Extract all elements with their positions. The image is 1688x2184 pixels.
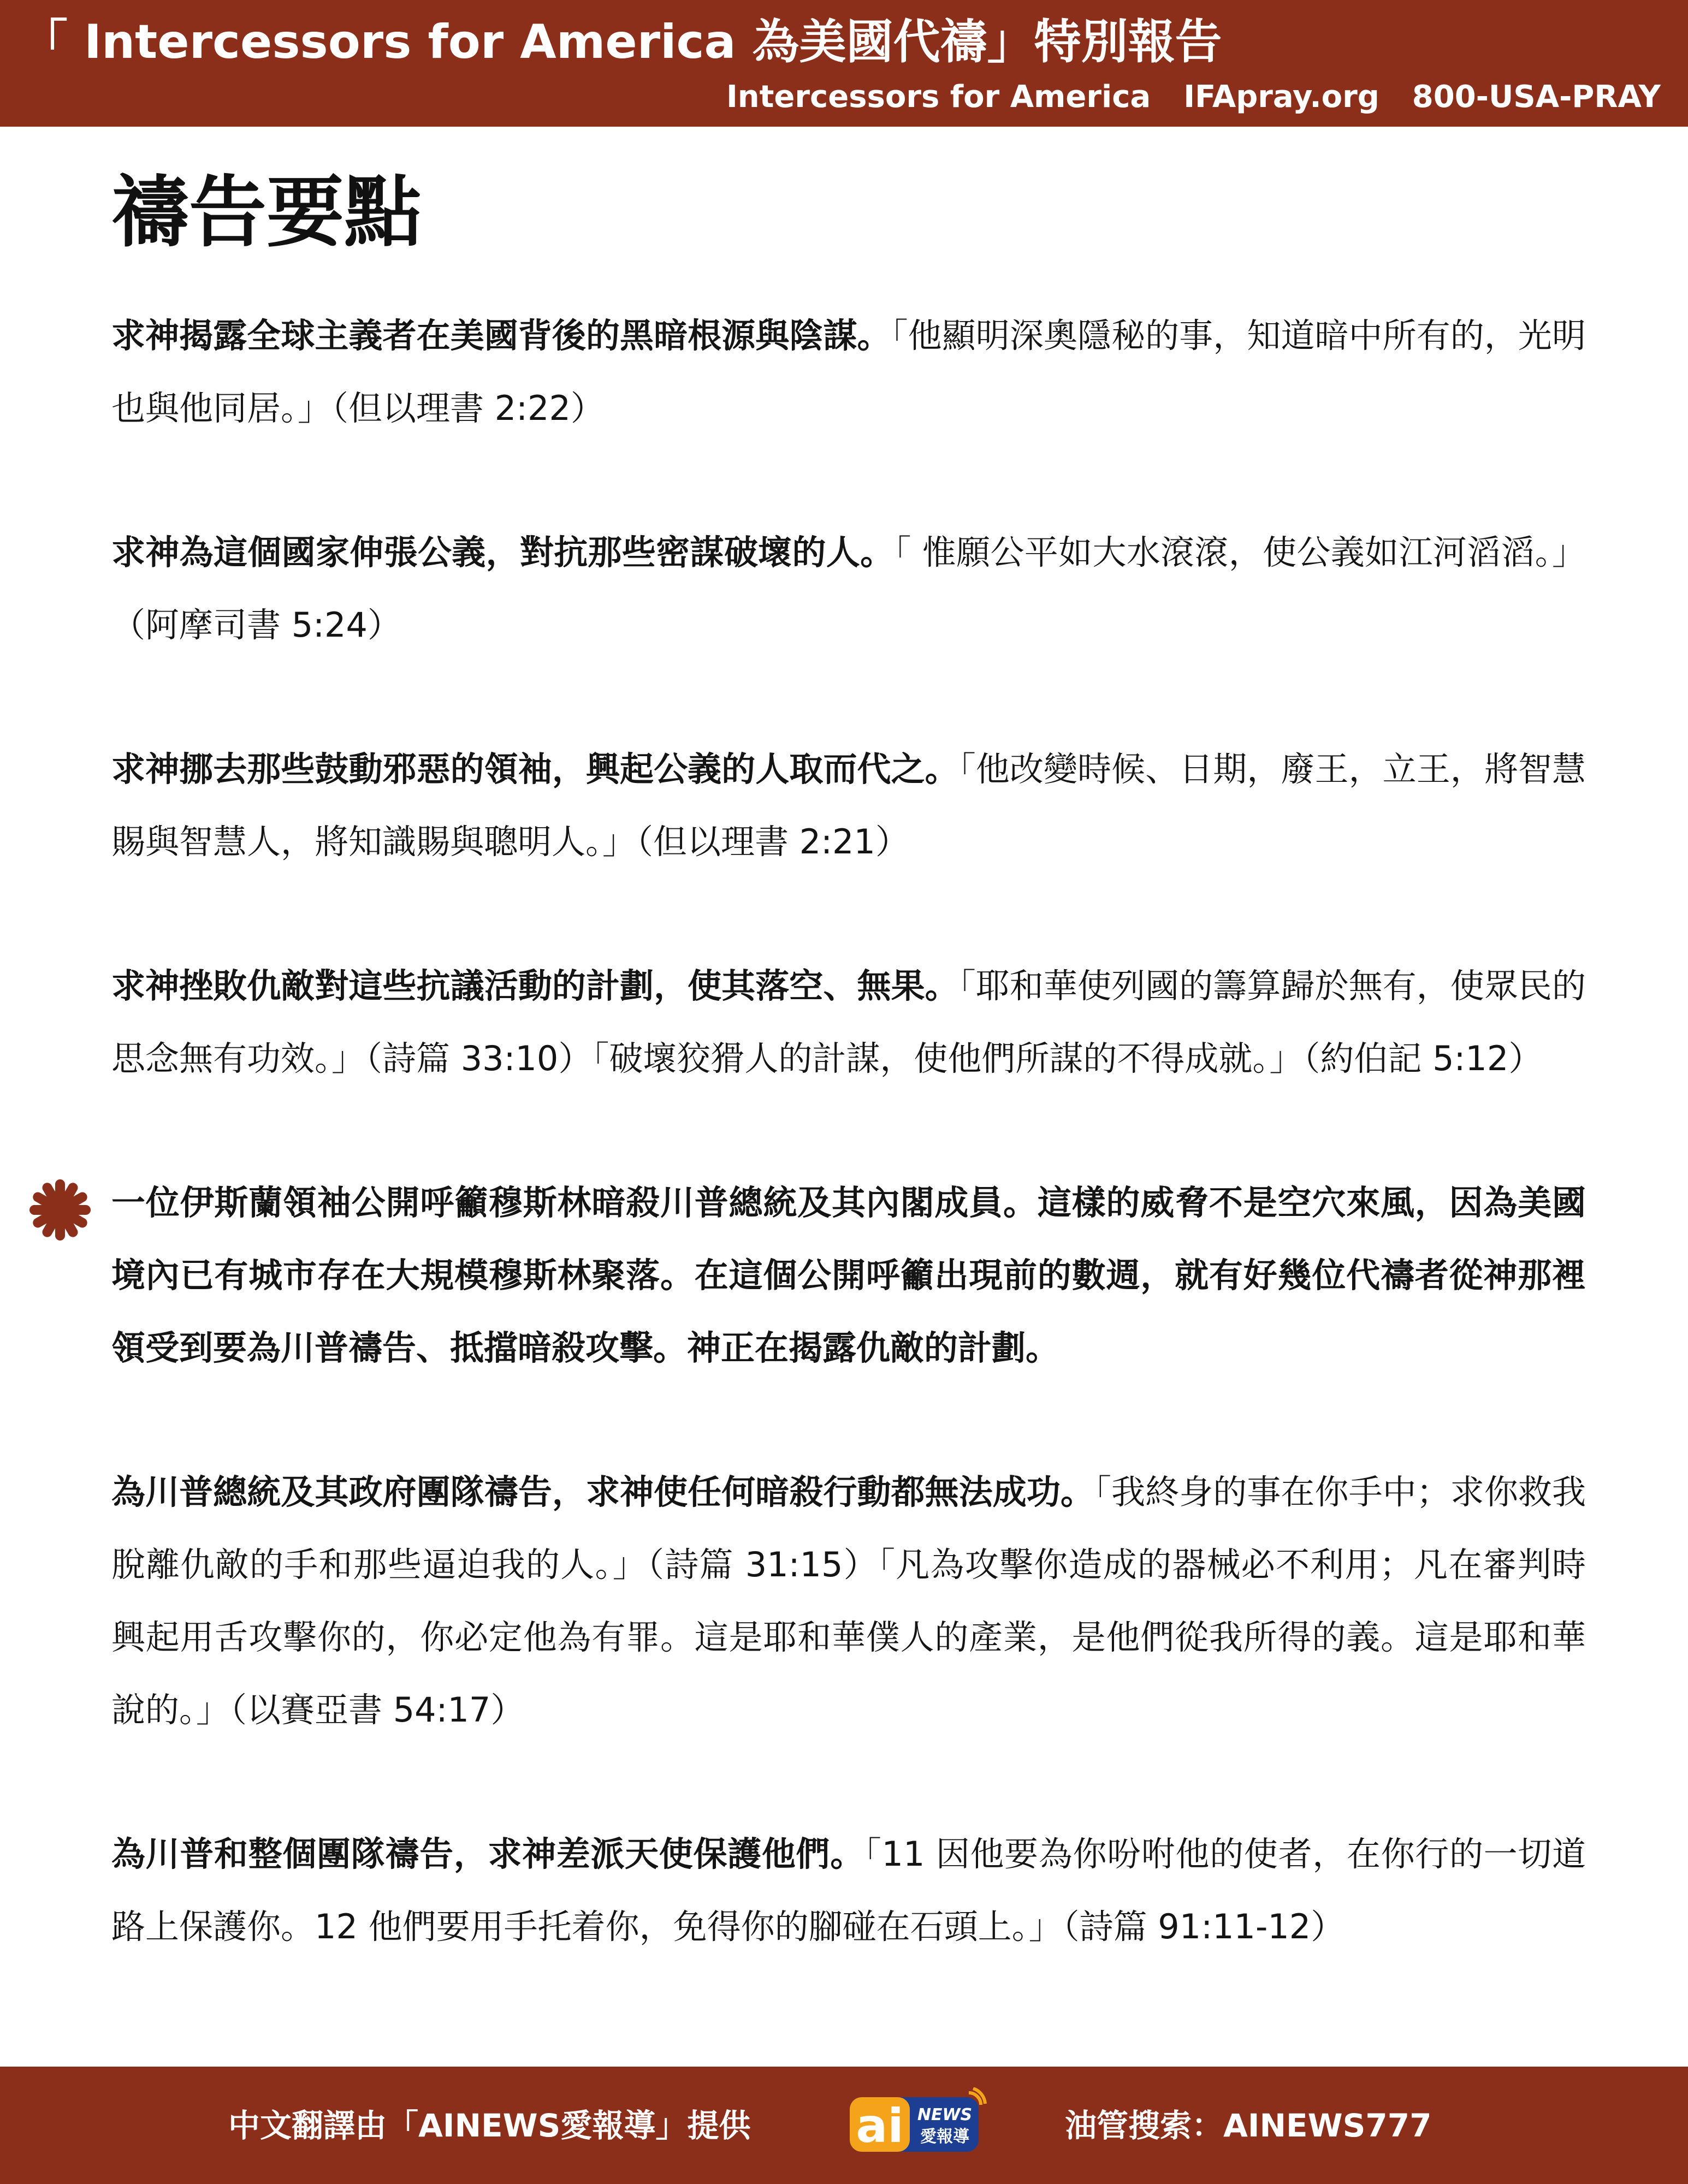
youtube-search: 油管搜索：AINEWS777 (1065, 2107, 1432, 2144)
website-link[interactable]: IFApray.org (1183, 79, 1379, 115)
prayer-point-scripture: 「耶和華使列國的籌算歸於無有，使眾民的思念無有功效。」（詩篇 33:10）「破壞狡猾人的計謀，使他們所謀的不得成就。」（約伯記 5:12） (111, 966, 1586, 1078)
prayer-point-heading: 為川普總統及其政府團隊禱告，求神使任何暗殺行動都無法成功。 (111, 1472, 1095, 1512)
prayer-point-scripture: 「我終身的事在你手中；求你救我脫離仇敵的手和那些逼迫我的人。」（詩篇 31:15）「凡為攻擊你造成的器械必不利用；凡在審判時興起用舌攻擊你的，你必定他為有罪。這是耶和華僕人的產業，是他們從我所得的義。這是耶和華說的。」（以賽亞書 54:17） (111, 1472, 1586, 1730)
main-content (111, 164, 1586, 2034)
prayer-point-2 (111, 516, 1586, 661)
prayer-point-scripture: 「他改變時候、日期，廢王，立王，將智慧賜與智慧人，將知識賜與聰明人。」（但以理書 2:21） (111, 749, 1586, 862)
header-contact (694, 76, 1661, 118)
prayer-point-scripture: 「 惟願公平如大水滾滾，使公義如江河滔滔。」（阿摩司書 5:24） (111, 532, 1586, 645)
prayer-point-7 (111, 1818, 1586, 1963)
prayer-point-heading: 一位伊斯蘭領袖公開呼籲穆斯林暗殺川普總統及其內閣成員。這樣的威脅不是空穴來風，因為美國境內已有城市存在大規模穆斯林聚落。在這個公開呼籲出現前的數週，就有好幾位代禱者從神那裡領受到要為川普禱告、抵擋暗殺攻擊。神正在揭露仇敵的計劃。 (111, 1183, 1586, 1368)
phone-number: 800-USA-PRAY (1412, 79, 1661, 115)
prayer-point-heading: 為川普和整個團隊禱告，求神差派天使保護他們。 (111, 1834, 864, 1874)
header-banner (0, 0, 1688, 127)
ainews-logo (845, 2087, 987, 2158)
prayer-point-3 (111, 733, 1586, 878)
prayer-point-1 (111, 299, 1586, 444)
asterisk-icon (27, 1177, 93, 1243)
svg-text:愛報導: 愛報導 (920, 2127, 969, 2146)
translation-credit: 中文翻譯由「AINEWS愛報導」提供 (228, 2107, 751, 2144)
section-title: 禱告要點 (111, 168, 422, 258)
org-name: Intercessors for America (726, 79, 1151, 115)
prayer-point-4 (111, 949, 1586, 1095)
prayer-point-heading: 求神挪去那些鼓動邪惡的領袖，興起公義的人取而代之。 (111, 749, 959, 789)
prayer-point-scripture: 「他顯明深奧隱秘的事，知道暗中所有的，光明也與他同居。」（但以理書 2:22） (111, 316, 1586, 428)
svg-text:ai: ai (856, 2099, 904, 2153)
prayer-point-heading: 求神揭露全球主義者在美國背後的黑暗根源與陰謀。 (111, 316, 891, 355)
prayer-point-6 (111, 1456, 1586, 1746)
footer-banner (0, 2067, 1688, 2184)
prayer-point-heading: 求神為這個國家伸張公義，對抗那些密謀破壞的人。 (111, 532, 895, 572)
report-title: 「 Intercessors for America 為美國代禱」特別報告 (21, 15, 1222, 69)
prayer-point-scripture: 「11 因他要為你吩咐他的使者，在你行的一切道路上保護你。12 他們要用手托着你，免得你的腳碰在石頭上。」（詩篇 91:11-12） (111, 1834, 1586, 1946)
svg-text:NEWS: NEWS (917, 2105, 973, 2124)
prayer-point-heading: 求神挫敗仇敵對這些抗議活動的計劃，使其落空、無果。 (111, 966, 959, 1006)
prayer-point-5 (111, 1166, 1586, 1384)
